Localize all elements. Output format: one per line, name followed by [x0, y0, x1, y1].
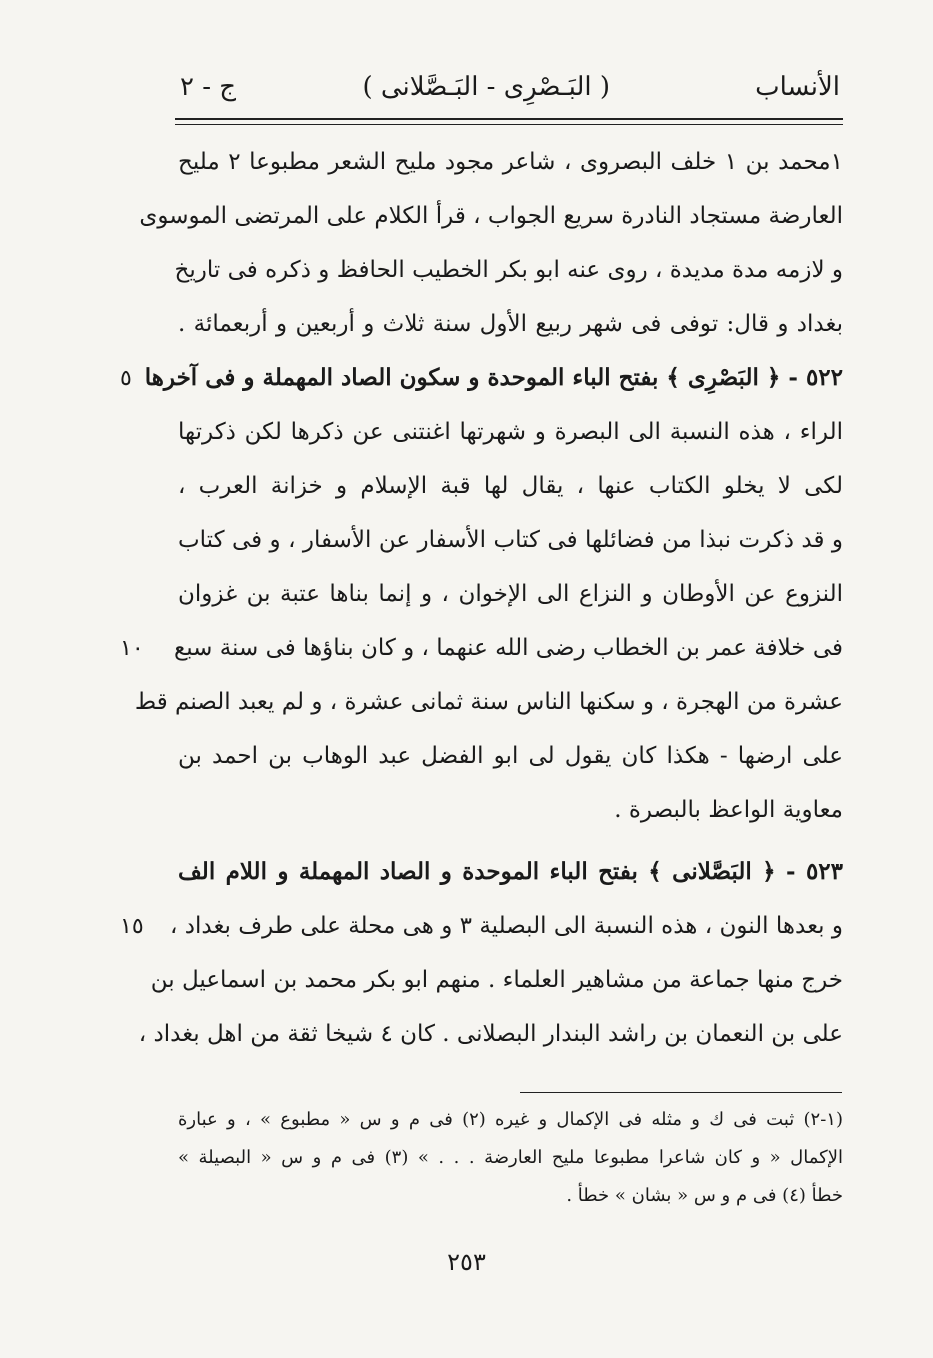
text-line: على بن النعمان بن راشد البندار البصلانى . كان ٤ شيخا ثقة من اهل بغداد ،: [138, 1021, 843, 1047]
text-line: و قد ذكرت نبذا من فضائلها فى كتاب الأسفار عن الأسفار ، و فى كتاب: [178, 527, 843, 553]
text-line: النزوع عن الأوطان و النزاع الى الإخوان ، و إنما بناها عتبة بن غزوان: [178, 581, 843, 607]
line-number-10: ١٠: [120, 636, 144, 661]
text-line: على ارضها - هكذا كان يقول لى ابو الفضل عبد الوهاب بن احمد بن: [178, 743, 843, 769]
footnote-line: خطأ (٤) فى م و س « بشان » خطأ .: [566, 1185, 843, 1206]
header-entry-range: ( البَـصْرِى - البَـصَّلانى ): [362, 72, 610, 102]
running-header: [180, 72, 840, 112]
footnote-line: الإكمال « و كان شاعرا مطبوعا مليح العارضة . . . » (٣) فى م و س « البصيلة »: [178, 1147, 843, 1168]
text-line: عشرة من الهجرة ، و سكنها الناس سنة ثمانى عشرة ، و لم يعبد الصنم قط: [134, 689, 843, 715]
text-line: و بعدها النون ، هذه النسبة الى البصلية ٣ و هى محلة على طرف بغداد ،: [170, 913, 843, 939]
text-line: معاوية الواعظ بالبصرة .: [614, 797, 843, 823]
footnote-line: (١-٢) ثبت فى ك و مثله فى الإكمال و غيره (٢) فى م و س « مطبوع » ، و عبارة: [178, 1109, 843, 1130]
header-volume: ج - ٢: [180, 72, 237, 102]
header-rule-thick: [175, 118, 843, 120]
line-number-5: ٥: [120, 366, 132, 391]
entry-522-line: ٥٢٢ - ﴿ البَصْرِى ﴾ بفتح الباء الموحدة و سكون الصاد المهملة و فى آخرها: [144, 364, 843, 391]
text-line: الراء ، هذه النسبة الى البصرة و شهرتها اغنتنى عن ذكرها لكن ذكرتها: [178, 419, 843, 445]
footnote-rule: [520, 1092, 842, 1093]
line-number-15: ١٥: [120, 914, 144, 939]
page-number: ٢٥٣: [447, 1248, 486, 1276]
text-line: و لازمه مدة مديدة ، روى عنه ابو بكر الخطيب الحافظ و ذكره فى تاريخ: [174, 257, 843, 283]
header-book-title: الأنساب: [755, 72, 840, 102]
header-rule-thin: [175, 124, 843, 125]
text-line: بغداد و قال: توفى فى شهر ربيع الأول سنة ثلاث و أربعين و أربعمائة .: [178, 311, 843, 337]
text-line: العارضة مستجاد النادرة سريع الجواب ، قرأ الكلام على المرتضى الموسوى: [139, 203, 843, 229]
text-line: ١محمد بن ١ خلف البصروى ، شاعر مجود مليح الشعر مطبوعا ٢ مليح: [178, 149, 843, 175]
text-line: لكى لا يخلو الكتاب عنها ، يقال لها قبة الإسلام و خزانة العرب ،: [178, 473, 843, 499]
entry-523-line: ٥٢٣ - ﴿ البَصَّلانى ﴾ بفتح الباء الموحدة و الصاد المهملة و اللام الف: [178, 858, 843, 885]
text-line: فى خلافة عمر بن الخطاب رضى الله عنهما ، و كان بناؤها فى سنة سبع: [173, 635, 843, 661]
text-line: خرج منها جماعة من مشاهير العلماء . منهم ابو بكر محمد بن اسماعيل بن: [150, 967, 843, 993]
